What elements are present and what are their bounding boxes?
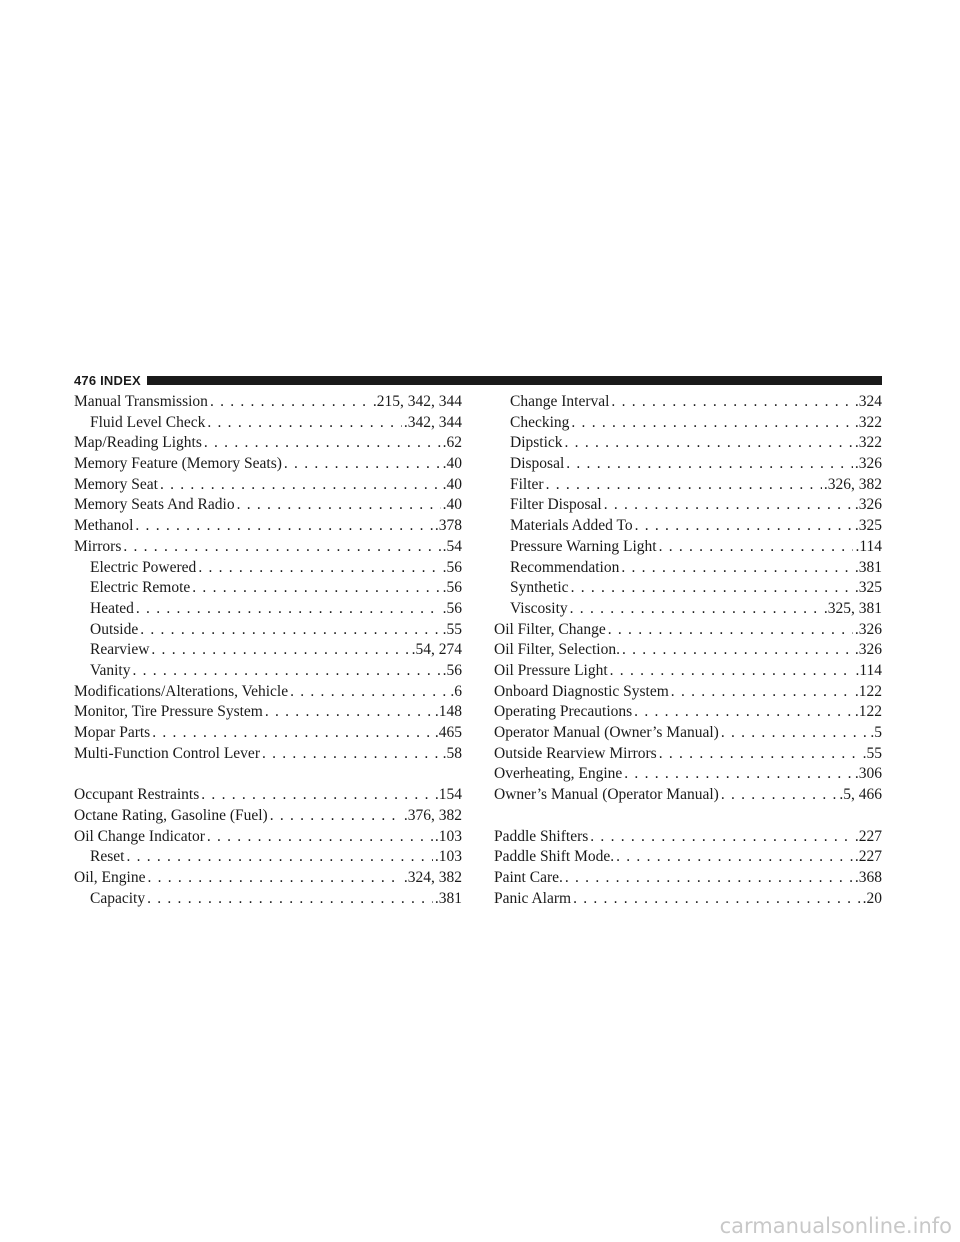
dot-leader <box>565 433 853 454</box>
page-reference: .122 <box>854 703 882 721</box>
entry-label: Rearview <box>90 641 150 659</box>
dot-leader <box>135 516 432 537</box>
index-entry <box>494 620 882 641</box>
index-entry <box>494 785 882 806</box>
dot-leader <box>565 868 853 889</box>
entry-label: Operating Precautions <box>494 703 633 721</box>
index-entry <box>494 847 882 868</box>
page-reference: .40 <box>442 455 462 473</box>
entry-label: Materials Added To <box>510 517 633 535</box>
dot-leader <box>136 599 441 620</box>
index-entry <box>494 661 882 682</box>
dot-leader <box>566 454 853 475</box>
dot-leader <box>610 661 854 682</box>
index-column-left <box>74 392 462 910</box>
index-subentry <box>494 475 882 496</box>
watermark: carmanualsonline.info <box>719 1214 952 1238</box>
dot-leader <box>570 599 822 620</box>
page-reference: .326 <box>854 496 882 514</box>
page-number-and-section: 476 INDEX <box>74 372 141 388</box>
page-reference: .325 <box>854 579 882 597</box>
entry-label: Onboard Diagnostic System <box>494 682 669 700</box>
index-subentry <box>74 661 462 682</box>
page-reference: .324, 382 <box>403 869 462 887</box>
page-reference: .20 <box>862 889 882 907</box>
index-subentry <box>494 558 882 579</box>
dot-leader <box>204 433 441 454</box>
index-entry <box>494 723 882 744</box>
page-reference: .322 <box>854 413 882 431</box>
dot-leader <box>126 847 432 868</box>
index-entry <box>74 723 462 744</box>
dot-leader <box>132 661 440 682</box>
index-entry <box>74 454 462 475</box>
dot-leader <box>152 723 433 744</box>
page-reference: .103 <box>434 848 462 866</box>
dot-leader <box>198 558 440 579</box>
index-subentry <box>74 889 462 910</box>
index-entry <box>494 682 882 703</box>
entry-label: Oil Filter, Change <box>494 620 606 638</box>
page-reference: .326 <box>854 641 882 659</box>
dot-leader <box>616 847 853 868</box>
entry-label: Paddle Shifters <box>494 827 589 845</box>
dot-leader <box>123 537 440 558</box>
page-reference: .324 <box>854 393 882 410</box>
dot-leader <box>624 764 853 785</box>
dot-leader <box>546 475 822 496</box>
entry-label: Occupant Restraints <box>74 786 200 804</box>
page-reference: .381 <box>854 558 882 576</box>
entry-label: Oil Filter, Selection. <box>494 641 620 659</box>
dot-leader <box>262 744 441 765</box>
index-entry <box>494 827 882 848</box>
page-reference: .54 <box>442 537 462 555</box>
entry-label: Paint Care. <box>494 869 563 887</box>
dot-leader <box>608 620 853 641</box>
index-subentry <box>74 578 462 599</box>
index-subentry <box>494 599 882 620</box>
entry-label: Recommendation <box>510 558 620 576</box>
index-entry <box>494 764 882 785</box>
entry-label: Mirrors <box>74 537 122 555</box>
index-entry <box>74 516 462 537</box>
dot-leader <box>571 578 853 599</box>
dot-leader <box>210 392 371 413</box>
entry-label: Oil Pressure Light <box>494 661 608 679</box>
dot-leader <box>659 537 854 558</box>
entry-label: Operator Manual (Owner’s Manual) <box>494 724 719 741</box>
dot-leader <box>573 889 861 910</box>
page-reference: .56 <box>442 558 462 576</box>
index-entry <box>74 682 462 703</box>
dot-leader <box>590 827 853 848</box>
entry-label: Vanity <box>90 661 131 679</box>
index-entry <box>494 889 882 910</box>
index-subentry <box>494 537 882 558</box>
index-entry <box>74 702 462 723</box>
entry-label: Panic Alarm <box>494 889 572 907</box>
index-entry <box>494 640 882 661</box>
entry-label: Overheating, Engine <box>494 765 623 783</box>
dot-leader <box>237 495 441 516</box>
dot-leader <box>151 640 409 661</box>
page-reference: .215, 342, 344 <box>372 393 462 410</box>
page-reference: .465 <box>434 724 462 741</box>
page-reference: .227 <box>854 827 882 845</box>
index-entry <box>74 744 462 765</box>
page-reference: .40 <box>442 475 462 493</box>
index-entry <box>494 744 882 765</box>
entry-label: Disposal <box>510 455 565 473</box>
page-reference: .325, 381 <box>823 599 882 617</box>
page-reference: .55 <box>862 744 882 762</box>
entry-label: Dipstick <box>510 434 563 452</box>
page-reference: .114 <box>855 537 882 555</box>
dot-leader <box>659 744 861 765</box>
page-header <box>74 372 882 388</box>
index-entry <box>74 475 462 496</box>
index-subentry <box>74 413 462 434</box>
index-subentry <box>74 620 462 641</box>
page-reference: .122 <box>854 682 882 700</box>
page-reference: .56 <box>442 599 462 617</box>
entry-label: Electric Remote <box>90 579 191 597</box>
index-subentry <box>494 578 882 599</box>
entry-label: Viscosity <box>510 599 568 617</box>
dot-leader <box>635 516 853 537</box>
dot-leader <box>721 723 869 744</box>
page-reference: .6 <box>450 682 462 700</box>
index-entry <box>494 702 882 723</box>
dot-leader <box>721 785 838 806</box>
index-subentry <box>494 454 882 475</box>
dot-leader <box>621 558 853 579</box>
dot-leader <box>192 578 440 599</box>
index-subentry <box>74 640 462 661</box>
dot-leader <box>265 702 433 723</box>
entry-label: Memory Seat <box>74 475 158 493</box>
dot-leader <box>270 806 402 827</box>
entry-label: Outside <box>90 620 139 638</box>
index-subentry <box>494 516 882 537</box>
index-entry <box>74 868 462 889</box>
dot-leader <box>147 868 401 889</box>
page-reference: .56 <box>442 661 462 679</box>
page-reference: .325 <box>854 517 882 535</box>
dot-leader <box>201 785 433 806</box>
page-reference: .40 <box>442 496 462 514</box>
entry-label: Multi-Function Control Lever <box>74 744 260 762</box>
page-reference: .5, 466 <box>839 786 882 804</box>
index-column-right <box>494 392 882 910</box>
index-subentry <box>74 599 462 620</box>
page-reference: .326 <box>854 620 882 638</box>
page-reference: .326, 382 <box>823 475 882 493</box>
dot-leader <box>571 413 852 434</box>
entry-label: Change Interval <box>510 393 610 410</box>
index-subentry <box>494 433 882 454</box>
index-entry <box>74 785 462 806</box>
dot-leader <box>207 827 433 848</box>
entry-label: Reset <box>90 848 125 866</box>
index-subentry <box>494 413 882 434</box>
entry-label: Filter <box>510 475 544 493</box>
entry-label: Oil, Engine <box>74 869 146 887</box>
page-reference: .342, 344 <box>403 413 462 431</box>
index-entry <box>74 392 462 413</box>
index-subentry <box>74 847 462 868</box>
entry-label: Pressure Warning Light <box>510 537 657 555</box>
header-rule <box>147 376 882 385</box>
entry-label: Modifications/Alterations, Vehicle <box>74 682 289 700</box>
index-entry <box>74 537 462 558</box>
page-reference: .62 <box>442 434 462 452</box>
entry-label: Memory Seats And Radio <box>74 496 235 514</box>
page-reference: .306 <box>854 765 882 783</box>
page-reference: .148 <box>434 703 462 721</box>
page-reference: .381 <box>434 889 462 907</box>
entry-label: Octane Rating, Gasoline (Fuel) <box>74 807 268 825</box>
dot-leader <box>207 413 402 434</box>
entry-label: Methanol <box>74 517 134 535</box>
dot-leader <box>140 620 440 641</box>
page-reference: .5 <box>870 724 882 741</box>
index-subentry <box>74 558 462 579</box>
index-entry <box>494 868 882 889</box>
page-reference: .322 <box>854 434 882 452</box>
page-reference: .114 <box>855 661 882 679</box>
entry-label: Paddle Shift Mode. <box>494 848 615 866</box>
entry-label: Capacity <box>90 889 146 907</box>
page-reference: .55 <box>442 620 462 638</box>
entry-label: Heated <box>90 599 134 617</box>
entry-label: Checking <box>510 413 570 431</box>
entry-label: Owner’s Manual (Operator Manual) <box>494 786 719 804</box>
entry-label: Monitor, Tire Pressure System <box>74 703 263 721</box>
page-reference: .227 <box>854 848 882 866</box>
index-entry <box>74 495 462 516</box>
entry-label: Fluid Level Check <box>90 413 206 431</box>
dot-leader <box>284 454 441 475</box>
dot-leader <box>671 682 853 703</box>
page-reference: .368 <box>854 869 882 887</box>
page-reference: .54, 274 <box>411 641 462 659</box>
entry-label: Manual Transmission <box>74 393 208 410</box>
page-reference: .103 <box>434 827 462 845</box>
page-reference: .378 <box>434 517 462 535</box>
page-reference: .58 <box>442 744 462 762</box>
index-entry <box>74 827 462 848</box>
page-reference: .154 <box>434 786 462 804</box>
entry-label: Filter Disposal <box>510 496 602 514</box>
entry-label: Memory Feature (Memory Seats) <box>74 455 282 473</box>
page-reference: .56 <box>442 579 462 597</box>
dot-leader <box>611 392 852 413</box>
dot-leader <box>604 495 853 516</box>
entry-label: Synthetic <box>510 579 569 597</box>
entry-label: Mopar Parts <box>74 724 151 741</box>
entry-label: Oil Change Indicator <box>74 827 205 845</box>
index-entry <box>74 806 462 827</box>
page-reference: .376, 382 <box>403 807 462 825</box>
dot-leader <box>290 682 448 703</box>
page-reference: .326 <box>854 455 882 473</box>
entry-label: Map/Reading Lights <box>74 434 202 452</box>
dot-leader <box>634 702 853 723</box>
entry-label: Electric Powered <box>90 558 197 576</box>
dot-leader <box>160 475 441 496</box>
dot-leader <box>147 889 433 910</box>
entry-label: Outside Rearview Mirrors <box>494 744 657 762</box>
index-entry <box>74 433 462 454</box>
index-subentry <box>494 495 882 516</box>
index-subentry <box>494 392 882 413</box>
dot-leader <box>622 640 853 661</box>
